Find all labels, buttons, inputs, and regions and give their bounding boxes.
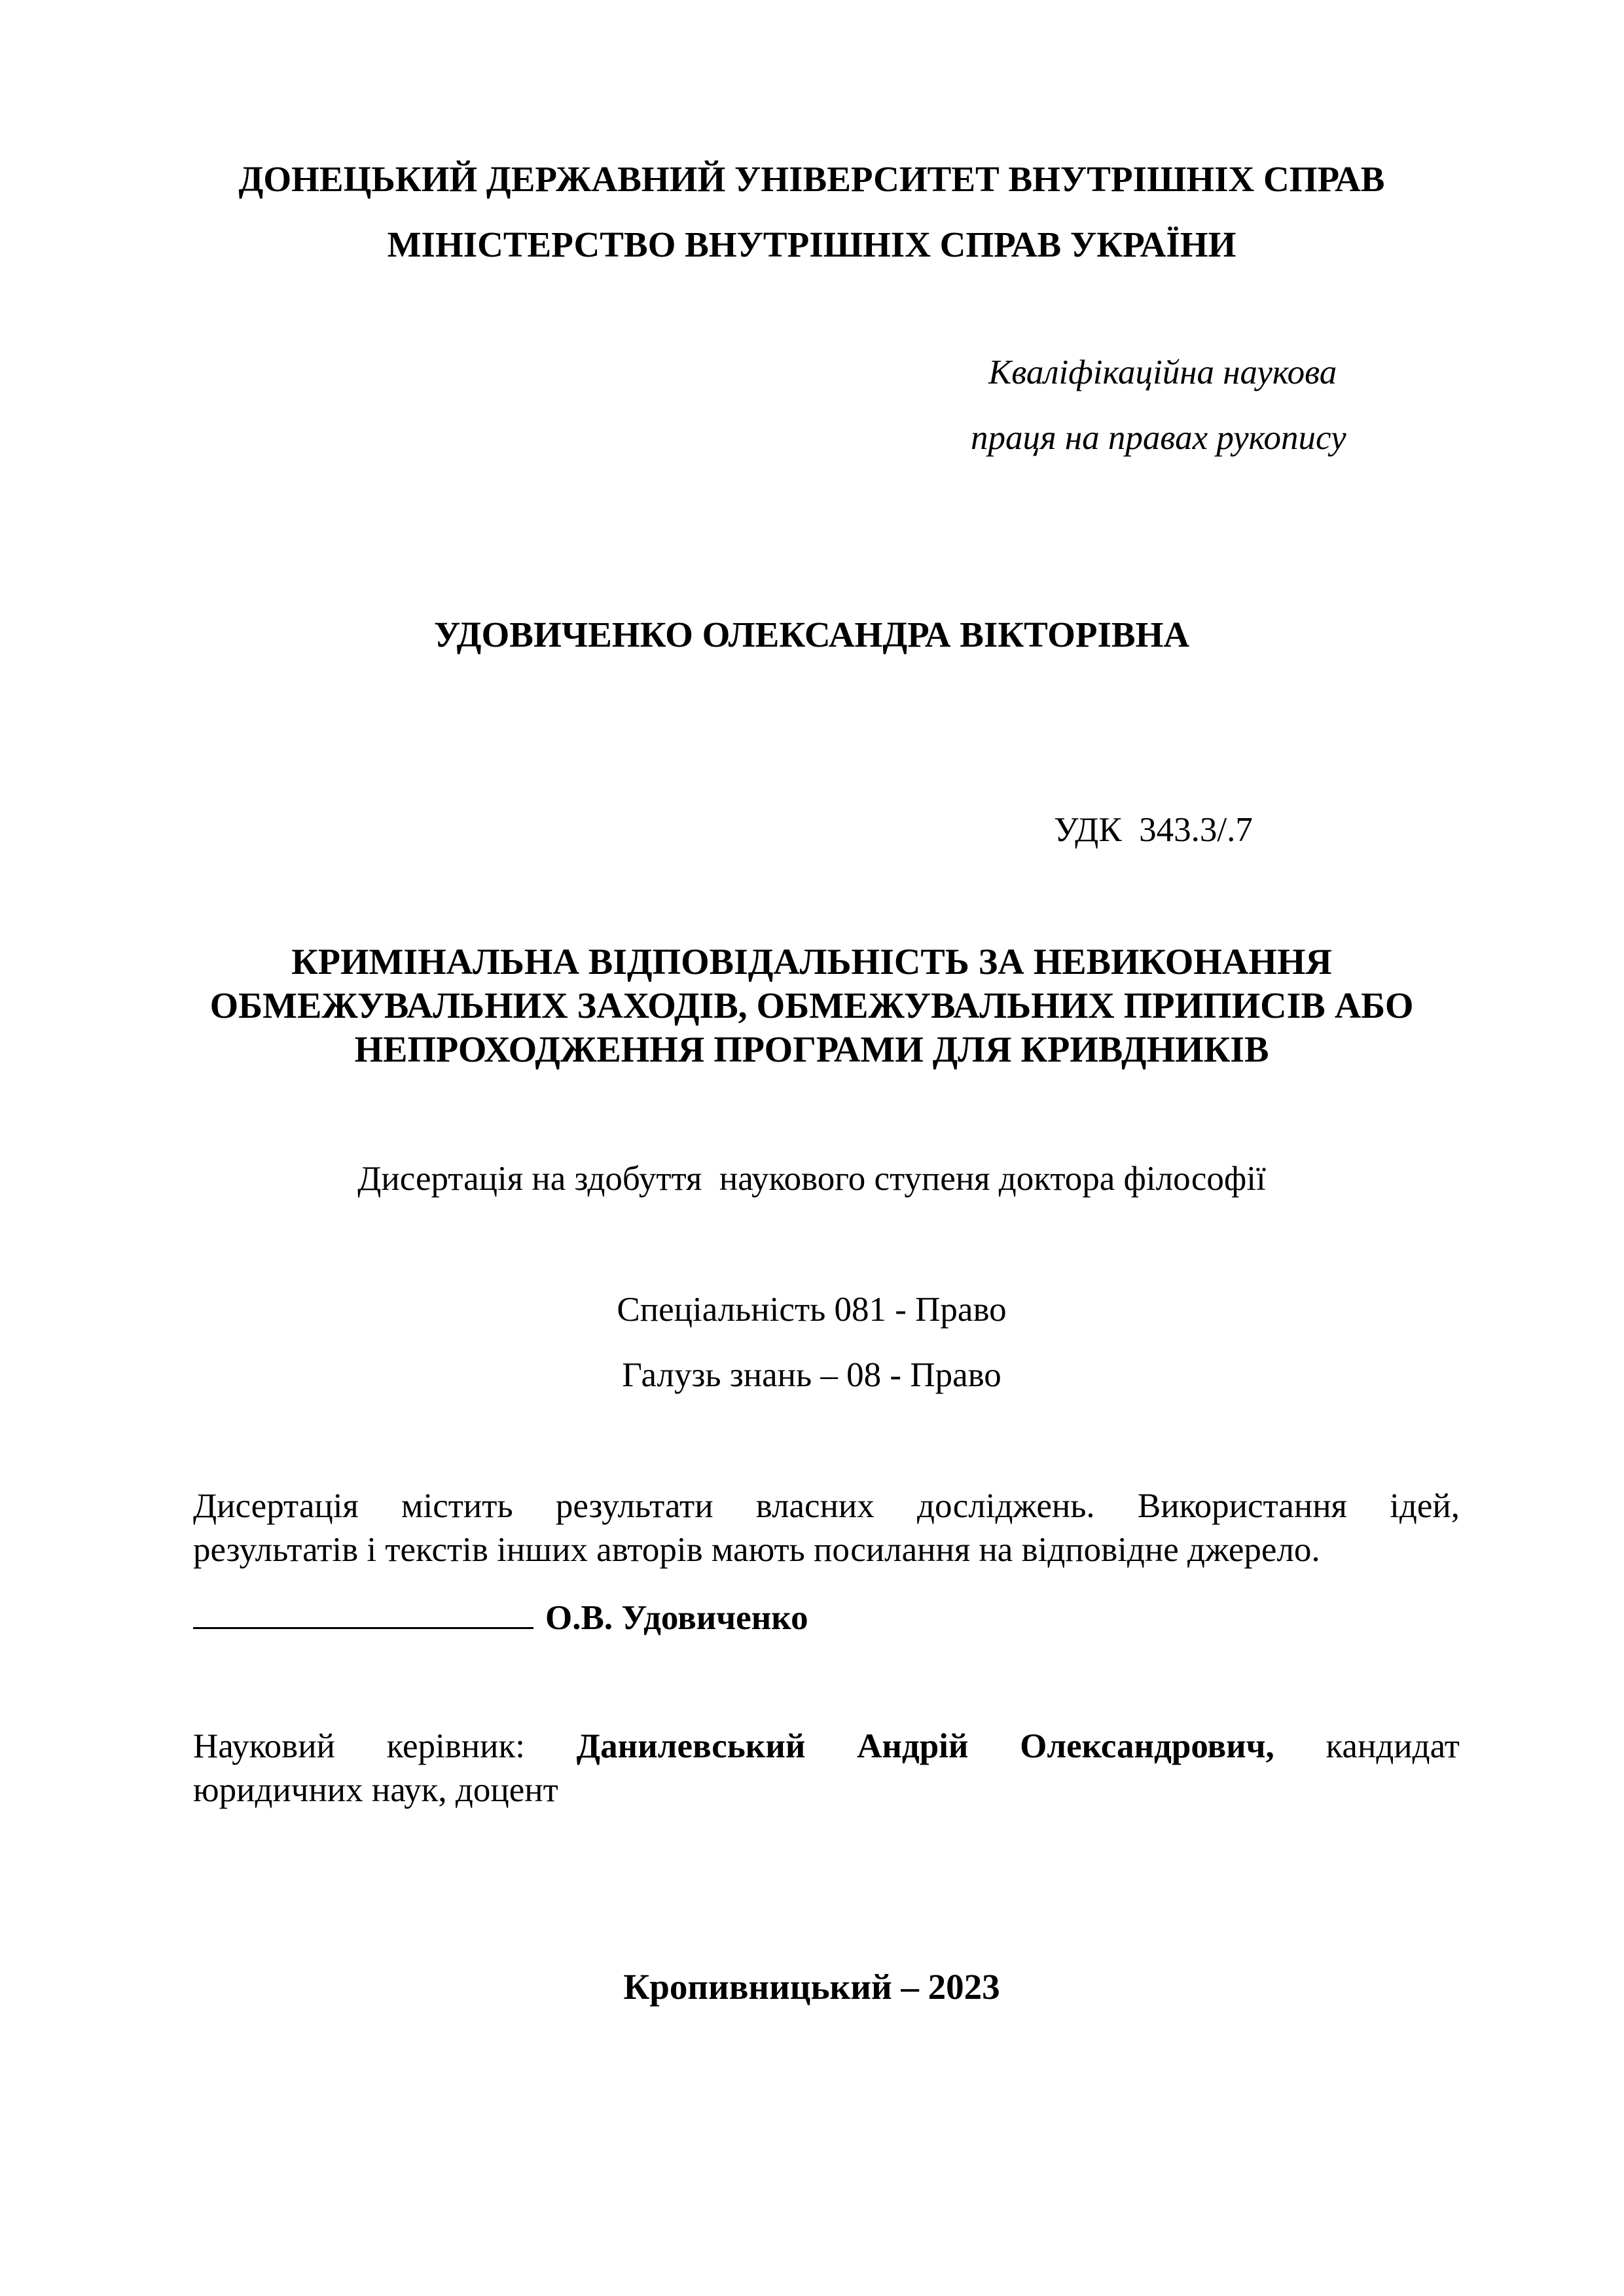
supervisor-label: Науковий — [193, 1727, 335, 1765]
declaration-word: досліджень. — [916, 1487, 1095, 1525]
declaration-word: ідей, — [1390, 1487, 1460, 1525]
degree-statement: Дисертація на здобуття наукового ступеня доктора філософії — [357, 1160, 1266, 1198]
supervisor-line-1 — [193, 1729, 1460, 1764]
manuscript-note-line-2: праця на правах рукопису — [971, 419, 1346, 457]
city-year: Кропивницький – 2023 — [623, 1967, 1000, 2007]
declaration-word: результати — [555, 1487, 713, 1525]
signature-name: О.В. Удовиченко — [545, 1599, 808, 1637]
declaration-word: власних — [755, 1487, 875, 1525]
specialty: Спеціальність 081 - Право — [617, 1291, 1007, 1329]
ministry-name: МІНІСТЕРСТВО ВНУТРІШНІХ СПРАВ УКРАЇНИ — [387, 224, 1236, 264]
dissertation-title-line-3: НЕПРОХОДЖЕННЯ ПРОГРАМИ ДЛЯ КРИВДНИКІВ — [354, 1030, 1269, 1070]
declaration-line-2: результатів і текстів інших авторів мають посилання на відповідне джерело. — [193, 1531, 1320, 1569]
supervisor-patronymic: Олександрович, — [1020, 1727, 1274, 1765]
author-name: УДОВИЧЕНКО ОЛЕКСАНДРА ВІКТОРІВНА — [433, 615, 1190, 655]
manuscript-note-line-1: Кваліфікаційна наукова — [988, 353, 1337, 391]
supervisor-surname: Данилевський — [576, 1727, 806, 1765]
supervisor-line-2: юридичних наук, доцент — [193, 1771, 558, 1809]
supervisor-title-word: кандидат — [1326, 1727, 1460, 1765]
declaration-word: містить — [401, 1487, 513, 1525]
signature-line — [193, 1598, 533, 1629]
dissertation-title-line-1: КРИМІНАЛЬНА ВІДПОВІДАЛЬНІСТЬ ЗА НЕВИКОНАННЯ — [291, 942, 1332, 982]
declaration-word: Використання — [1137, 1487, 1347, 1525]
declaration-line-1 — [193, 1489, 1460, 1524]
signature-row — [193, 1598, 808, 1636]
udc-code: УДК 343.3/.7 — [1054, 811, 1253, 849]
declaration-word: Дисертація — [193, 1487, 359, 1525]
supervisor-first-name: Андрій — [857, 1727, 969, 1765]
supervisor-label-2: керівник: — [386, 1727, 525, 1765]
university-name: ДОНЕЦЬКИЙ ДЕРЖАВНИЙ УНІВЕРСИТЕТ ВНУТРІШНІХ СПРАВ — [238, 159, 1385, 199]
field-of-knowledge: Галузь знань – 08 - Право — [622, 1356, 1001, 1394]
dissertation-title-line-2: ОБМЕЖУВАЛЬНИХ ЗАХОДІВ, ОБМЕЖУВАЛЬНИХ ПРИПИСІВ АБО — [209, 986, 1414, 1026]
